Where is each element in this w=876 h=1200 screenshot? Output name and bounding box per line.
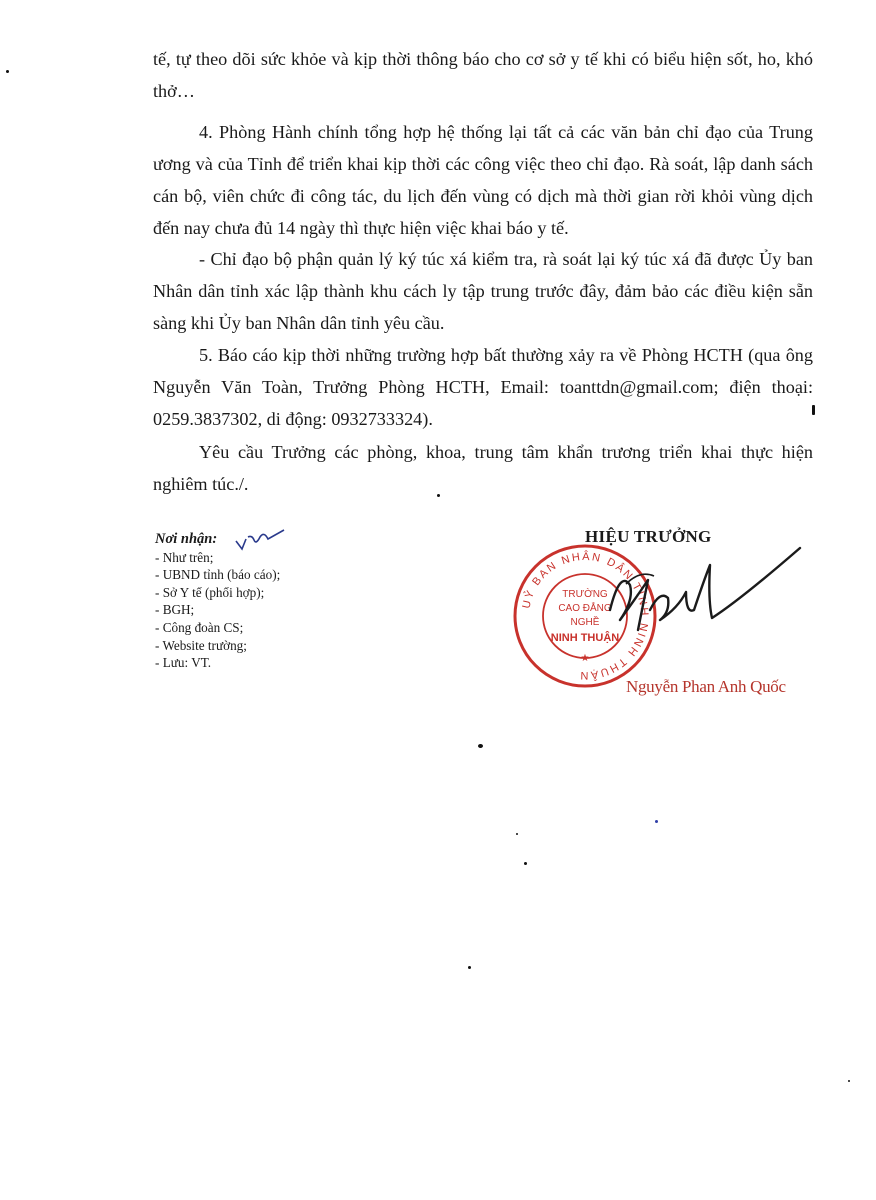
scan-speck: [812, 405, 815, 415]
scan-speck: [524, 862, 527, 865]
signer-name: Nguyễn Phan Anh Quốc: [626, 677, 786, 696]
recipient-item: - Sở Y tế (phối hợp);: [155, 584, 265, 600]
scan-speck: [848, 1080, 850, 1082]
scan-speck: [6, 70, 9, 73]
svg-text:TRƯỜNG: TRƯỜNG: [562, 589, 608, 600]
scan-speck: [655, 820, 658, 823]
paragraph-continuation: tế, tự theo dõi sức khỏe và kịp thời thông báo cho cơ sở y tế khi có biểu hiện sốt, ho, khó thở…: [153, 49, 813, 101]
svg-text:UỶ BAN NHÂN DÂN TỈNH NINH THUẬ: UỶ BAN NHÂN DÂN TỈNH NINH THUẬN: [520, 550, 651, 682]
recipient-item: - Website trường;: [155, 637, 247, 653]
recipient-item: - Công đoàn CS;: [155, 619, 244, 635]
handwritten-signature-icon: [590, 540, 810, 650]
signature-title: HIỆU TRƯỞNG: [585, 527, 712, 546]
recipient-item: - UBND tỉnh (báo cáo);: [155, 567, 281, 583]
scan-speck: [468, 966, 471, 969]
svg-text:NINH THUẬN: NINH THUẬN: [550, 632, 620, 644]
recipient-item: - BGH;: [155, 602, 195, 618]
recipients-title: Nơi nhận:: [155, 531, 218, 547]
recipient-item: - Như trên;: [155, 549, 214, 565]
scan-speck: [516, 833, 518, 835]
recipients-block: [155, 531, 280, 672]
recipient-item: - Lưu: VT.: [155, 655, 212, 671]
svg-text:CAO ĐẲNG: CAO ĐẲNG: [558, 603, 612, 614]
scan-speck: [437, 494, 440, 497]
paragraph-item-4: 4. Phòng Hành chính tổng hợp hệ thống lại tất cả các văn bản chỉ đạo của Trung ương và của Tỉnh để triển khai kịp thời các công việc theo chỉ đạo. Rà soát, lập danh sách cán bộ, viên chức đi công tác, du lịch đến vùng có dịch mà thời gian rời khỏi vùng dịch đến nay chưa đủ 14 ngày thì thực hiện việc khai báo y tế.: [153, 122, 813, 238]
paragraph-item-5: 5. Báo cáo kịp thời những trường hợp bất thường xảy ra về Phòng HCTH (qua ông Nguyễn Văn Toàn, Trưởng Phòng HCTH, Email: toanttdn@gmail.com; điện thoại: 0259.3837302, di động: 0932733324).: [153, 345, 813, 429]
svg-text:★: ★: [580, 653, 590, 664]
svg-text:NGHỀ: NGHỀ: [570, 617, 600, 628]
scan-speck: [478, 744, 483, 748]
initial-mark-icon: [234, 527, 286, 551]
paragraph-dormitory: - Chỉ đạo bộ phận quản lý ký túc xá kiểm tra, rà soát lại ký túc xá đã được Ủy ban Nhân dân tỉnh xác lập thành khu cách ly tập trung trước đây, đảm bảo các điều kiện sẵn sàng khi Ủy ban Nhân dân tỉnh yêu cầu.: [153, 249, 813, 333]
paragraph-closing: Yêu cầu Trưởng các phòng, khoa, trung tâm khẩn trương triển khai thực hiện nghiêm túc./.: [153, 442, 813, 494]
